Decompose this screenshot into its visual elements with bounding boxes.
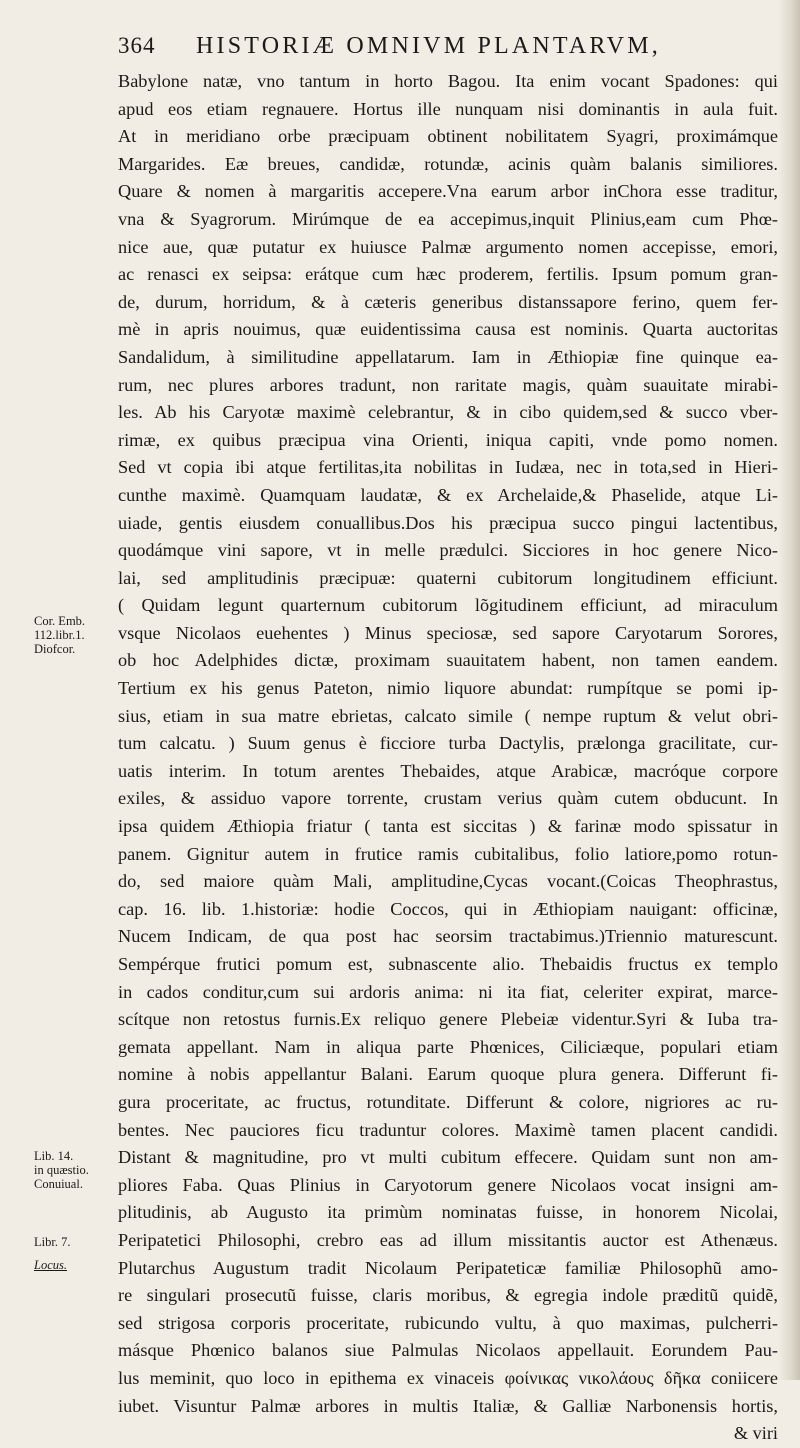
text-line: Distant & magnitudine, pro vt multi cubitum effecere. Quidam sunt non am- xyxy=(118,1147,778,1168)
text-line: ( Quidam legunt quarternum cubitorum lõgitudinem efficiunt, ad miraculum xyxy=(118,595,778,616)
margin-note-line: in quæstio. xyxy=(34,1163,89,1177)
page-header xyxy=(118,33,778,63)
text-line: apud eos etiam regnauere. Hortus ille nunquam nisi dominantis in aula fuit. xyxy=(118,98,778,119)
margin-note-line: Diofcor. xyxy=(34,642,76,656)
text-line: ob hoc Adelphides dictæ, proximam suauitatem habent, non tamen eandem. xyxy=(118,650,778,671)
text-line: Margarides. Eæ breues, candidæ, rotundæ, acinis quàm balanis similiores. xyxy=(118,153,778,174)
margin-note-locus xyxy=(34,1258,114,1272)
text-line: sius, etiam in sua matre ebrietas, calcato simile ( nempe ruptum & velut obri- xyxy=(118,705,778,726)
text-line: mè in apris nouimus, quæ euidentissima causa est nominis. Quarta auctoritas xyxy=(118,319,778,340)
text-line: les. Ab his Caryotæ maximè celebrantur, & in cibo quidem,sed & succo vber- xyxy=(118,402,778,423)
text-line: panem. Gignitur autem in frutice ramis cubitalibus, folio latiore,pomo rotun- xyxy=(118,843,778,864)
text-line: bentes. Nec pauciores ficu traduntur colores. Maximè tamen placent candidi. xyxy=(118,1119,778,1140)
text-line: nomine à nobis appellantur Balani. Earum quoque plura genera. Differunt fi- xyxy=(118,1064,778,1085)
text-line: Sed vt copia ibi atque fertilitas,ita nobilitas in Iudæa, nec in tota,sed in Hieri- xyxy=(118,457,778,478)
margin-note-line: Libr. 7. xyxy=(34,1235,71,1249)
text-line: de, durum, horridum, & à cæteris generibus distanssapore ferino, quem fer- xyxy=(118,291,778,312)
text-line: iubet. Visuntur Palmæ arbores in multis Italiæ, & Galliæ Narbonensis hortis, xyxy=(118,1395,778,1416)
margin-note-libr-7 xyxy=(34,1235,114,1249)
page-edge-shadow xyxy=(778,0,800,1380)
text-line: exiles, & assiduo vapore torrente, crustam verius quàm cutem obducunt. In xyxy=(118,788,778,809)
text-line: gura proceritate, ac fructus, rotunditate. Differunt & colore, nigriores ac ru- xyxy=(118,1091,778,1112)
text-line: ipsa quidem Æthiopia friatur ( tanta est siccitas ) & farinæ modo spissatur in xyxy=(118,816,778,837)
text-line: Quare & nomen à margaritis accepere.Vna earum arbor inChora esse traditur, xyxy=(118,181,778,202)
text-line: Babylone natæ, vno tantum in horto Bagou. Ita enim vocant Spadones: qui xyxy=(118,71,778,91)
text-line: lai, sed amplitudinis præcipuæ: quaterni cubitorum longitudinem efficiunt. xyxy=(118,567,778,588)
margin-note-line: Lib. 14. xyxy=(34,1149,74,1163)
text-line: scítque non retostus furnis.Ex reliquo genere Plebeiæ videntur.Syri & Iuba tra- xyxy=(118,1009,778,1030)
text-line: vsque Nicolaos euehentes ) Minus speciosæ, sed sapore Caryotarum Sorores, xyxy=(118,622,778,643)
text-line: uatis interim. In totum arentes Thebaides, atque Arabicæ, macróque corpore xyxy=(118,760,778,781)
text-line: Peripatetici Philosophi, crebro eas ad illum missitantis auctor est Athenæus. xyxy=(118,1229,778,1250)
text-line: nice aue, quæ putatur ex huiusce Palmæ argumento nomen accepisse, emori, xyxy=(118,236,778,257)
text-line: cap. 16. lib. 1.historiæ: hodie Coccos, qui in Æthiopiam nauigant: officinæ, xyxy=(118,898,778,919)
text-line: Sempérque frutici pomum est, subnascente alio. Thebaidis fructus ex templo xyxy=(118,954,778,974)
margin-note-cor-emb xyxy=(34,614,114,656)
text-line: Tertium ex his genus Pateton, nimio liquore abundat: rumpítque se pomi ip- xyxy=(118,678,778,699)
text-line: Sandalidum, à similitudine appellatarum. Iam in Æthiopiæ fine quinque ea- xyxy=(118,346,778,367)
margin-note-line: Conuiual. xyxy=(34,1177,83,1191)
text-line: lus meminit, quo loco in epithema ex vinaceis φοίνικας νικολάους δῆκα coniicere xyxy=(118,1367,778,1388)
text-line: quodámque vini sapore, vt in melle prædulci. Sicciores in hoc genere Nico- xyxy=(118,540,778,561)
text-line: Plutarchus Augustum tradit Nicolaum Peripateticæ familiæ Philosophũ amo- xyxy=(118,1257,778,1278)
text-line: cunthe maximè. Quamquam laudatæ, & ex Archelaide,& Phaselide, atque Li- xyxy=(118,484,778,505)
text-line: gemata appellant. Nam in aliqua parte Phœnices, Ciliciæque, populari etiam xyxy=(118,1036,778,1057)
text-line: másque Phœnico balanos siue Palmulas Nicolaos appellauit. Eorundem Pau- xyxy=(118,1340,778,1361)
text-line: re singulari prosecutũ fuisse, claris moribus, & egregia indole præditũ quidẽ, xyxy=(118,1285,778,1306)
running-title: HISTORIÆ OMNIVM PLANTARVM, xyxy=(196,33,661,59)
text-line: sed strigosa corporis proceritate, rubicundo vultu, à quo maximas, pulcherri- xyxy=(118,1312,778,1333)
text-line: At in meridiano orbe præcipuam obtinent nobilitatem Syagri, proximámque xyxy=(118,126,778,147)
text-line: in cados conditur,cum sui ardoris anima: ni ita fiat, celeriter expirat, marce- xyxy=(118,981,778,1002)
margin-note-lib-14 xyxy=(34,1149,114,1191)
text-line: uiade, gentis eiusdem conuallibus.Dos his præcipua succo pingui lactentibus, xyxy=(118,512,778,533)
margin-note-line: Cor. Emb. xyxy=(34,614,86,628)
text-line: Nucem Indicam, de qua post hac seorsim tractabimus.)Triennio maturescunt. xyxy=(118,926,778,947)
margin-note-line: Locus. xyxy=(34,1258,67,1272)
text-line: pliores Faba. Quas Plinius in Caryotorum genere Nicolaos vocat insigni am- xyxy=(118,1174,778,1195)
text-line: do, sed maiore quàm Mali, amplitudine,Cycas vocant.(Coicas Theophrastus, xyxy=(118,871,778,892)
text-line: rimæ, ex quibus præcipua vina Orienti, iniqua capiti, vnde pomo nomen. xyxy=(118,429,778,450)
text-line: plitudinis, ab Augusto ita primùm nominatas fuisse, in honorem Nicolai, xyxy=(118,1202,778,1223)
text-line: & viri xyxy=(733,1423,778,1444)
text-line: vna & Syagrorum. Mirúmque de ea accepimus,inquit Plinius,eam cum Phœ- xyxy=(118,208,778,229)
text-line: rum, nec plures arbores tradunt, non raritate magis, quàm suauitate mirabi- xyxy=(118,374,778,395)
margin-note-line: 112.libr.1. xyxy=(34,628,85,642)
body-text xyxy=(118,68,778,1448)
page-number: 364 xyxy=(118,33,156,58)
text-line: tum calcatu. ) Suum genus è ficciore turba Dactylis, prælonga gracilitate, cur- xyxy=(118,733,778,754)
text-line: ac renasci ex seipsa: erátque cum hæc proderem, fertilis. Ipsum pomum gran- xyxy=(118,264,778,285)
